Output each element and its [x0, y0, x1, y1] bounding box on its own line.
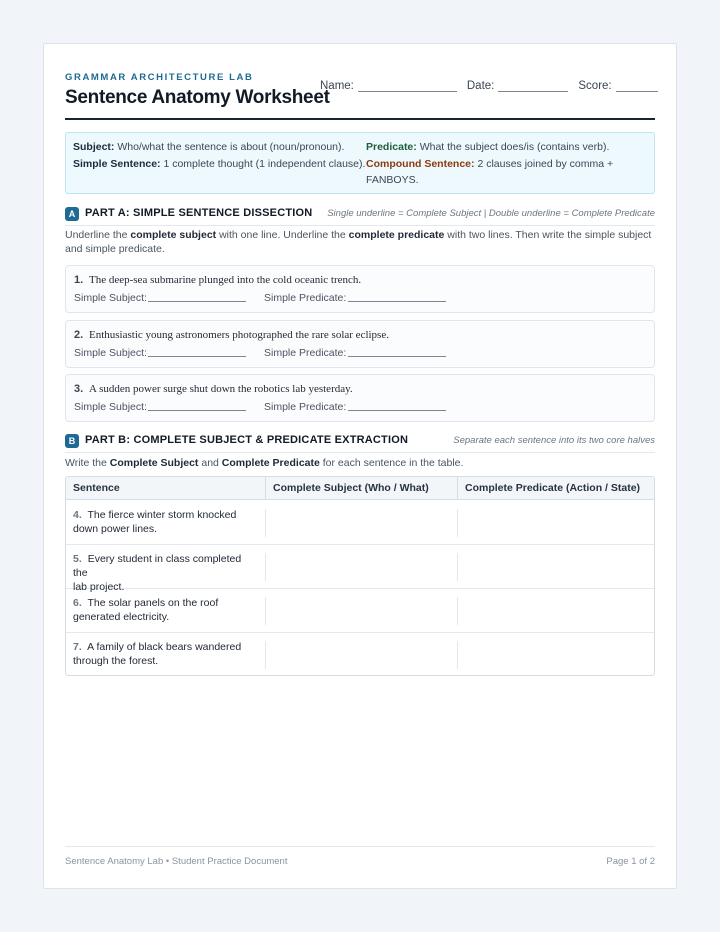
complete-predicate-cell[interactable] — [457, 633, 654, 676]
definition-compound-sentence: Compound Sentence: 2 clauses joined by comma + FANBOYS. — [366, 158, 614, 186]
complete-predicate-cell[interactable] — [457, 589, 654, 633]
extraction-table — [65, 476, 655, 676]
column-header-sentence: Sentence — [73, 482, 120, 494]
simple-subject-label: Simple Subject: — [74, 292, 147, 304]
complete-predicate-cell[interactable] — [457, 501, 654, 545]
table-row — [66, 545, 654, 593]
student-fields — [320, 80, 655, 92]
question-card — [65, 320, 655, 368]
complete-predicate-cell[interactable] — [457, 545, 654, 589]
worksheet-page — [43, 43, 677, 889]
part-b-title: PART B: COMPLETE SUBJECT & PREDICATE EXTRACTION — [85, 434, 409, 446]
question-number: 2. — [74, 329, 84, 341]
footer-rule — [65, 846, 655, 847]
question-sentence: The deep-sea submarine plunged into the cold oceanic trench. — [89, 274, 362, 286]
footer-page-number: Page 1 of 2 — [606, 856, 655, 867]
part-a-note: Single underline = Complete Subject | Double underline = Complete Predicate — [327, 208, 655, 219]
simple-subject-line[interactable] — [148, 301, 246, 302]
footer-document-name: Sentence Anatomy Lab • Student Practice Document — [65, 856, 288, 867]
definitions-box — [65, 132, 655, 194]
question-sentence: A sudden power surge shut down the robotics lab yesterday. — [89, 383, 353, 395]
simple-predicate-line[interactable] — [348, 410, 446, 411]
part-a-instructions: Underline the complete subject with one line. Underline the complete predicate with two lines. Then write the simple subject and simple predicate. — [65, 229, 652, 255]
name-field[interactable] — [320, 80, 457, 92]
definition-predicate: Predicate: What the subject does/is (contains verb). — [366, 141, 610, 153]
part-a-title: PART A: SIMPLE SENTENCE DISSECTION — [85, 207, 313, 219]
complete-subject-cell[interactable] — [265, 589, 457, 633]
score-line[interactable] — [616, 80, 658, 92]
question-card — [65, 265, 655, 313]
part-b-header — [65, 433, 655, 449]
page-title: Sentence Anatomy Worksheet — [65, 87, 330, 108]
table-row — [66, 589, 654, 633]
simple-predicate-label: Simple Predicate: — [264, 347, 347, 359]
simple-predicate-label: Simple Predicate: — [264, 292, 347, 304]
date-field[interactable] — [467, 80, 569, 92]
simple-subject-label: Simple Subject: — [74, 347, 147, 359]
complete-subject-cell[interactable] — [265, 545, 457, 589]
part-a-rule — [65, 225, 655, 226]
part-b-rule — [65, 452, 655, 453]
question-number: 1. — [74, 274, 84, 286]
question-sentence: Enthusiastic young astronomers photographed the rare solar eclipse. — [89, 329, 389, 341]
simple-predicate-line[interactable] — [348, 356, 446, 357]
sentence-cell: 4. The fierce winter storm knocked down power lines. — [73, 509, 237, 535]
table-row — [66, 501, 654, 545]
simple-predicate-label: Simple Predicate: — [264, 401, 347, 413]
question-number: 3. — [74, 383, 84, 395]
part-a-badge: A — [65, 207, 79, 221]
simple-subject-label: Simple Subject: — [74, 401, 147, 413]
part-b-badge: B — [65, 434, 79, 448]
score-field[interactable] — [578, 80, 657, 92]
lab-name: GRAMMAR ARCHITECTURE LAB — [65, 72, 254, 83]
table-header — [66, 477, 654, 500]
date-line[interactable] — [498, 80, 568, 92]
table-row — [66, 633, 654, 676]
simple-subject-line[interactable] — [148, 410, 246, 411]
page-content — [65, 44, 655, 888]
part-b-note: Separate each sentence into its two core halves — [453, 435, 655, 446]
part-a-header — [65, 206, 655, 222]
name-label: Name: — [320, 80, 354, 92]
column-header-complete-subject: Complete Subject (Who / What) — [265, 477, 457, 500]
simple-predicate-line[interactable] — [348, 301, 446, 302]
header-rule — [65, 118, 655, 120]
complete-subject-cell[interactable] — [265, 633, 457, 676]
score-label: Score: — [578, 80, 612, 92]
date-label: Date: — [466, 80, 495, 92]
complete-subject-cell[interactable] — [265, 501, 457, 545]
question-card — [65, 374, 655, 422]
sentence-cell: 5. Every student in class completed the lab project. — [73, 553, 242, 593]
sentence-cell: 7. A family of black bears wandered through the forest. — [73, 641, 242, 667]
simple-subject-line[interactable] — [148, 356, 246, 357]
part-b-instructions: Write the Complete Subject and Complete Predicate for each sentence in the table. — [65, 457, 464, 469]
column-header-complete-predicate: Complete Predicate (Action / State) — [457, 477, 654, 500]
name-line[interactable] — [358, 80, 457, 92]
definition-subject: Subject: Who/what the sentence is about (noun/pronoun). — [73, 141, 345, 153]
sentence-cell: 6. The solar panels on the roof generated electricity. — [73, 597, 219, 623]
definition-simple-sentence: Simple Sentence: 1 complete thought (1 independent clause). — [73, 158, 366, 170]
